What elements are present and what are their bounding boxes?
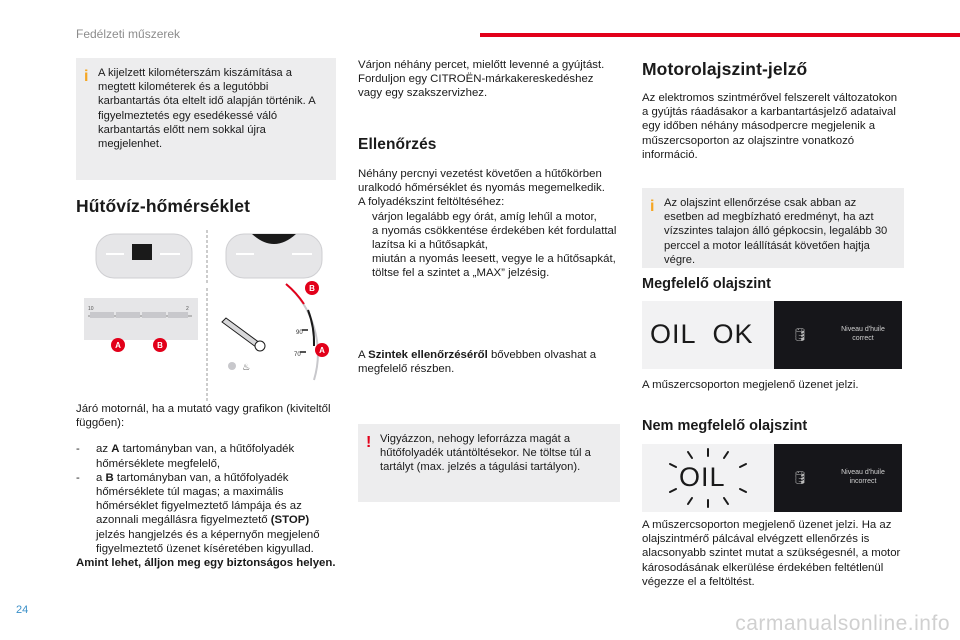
levels-reference: A Szintek ellenőrzéséről bővebben olvashat a megfelelő részben.: [358, 349, 597, 376]
right-info-note: [642, 188, 904, 268]
info-icon: i: [650, 198, 655, 215]
list-item: a nyomás csökkentése érdekében két fordulattal lazítsa ki a hűtősapkát,: [358, 224, 620, 252]
levels-link[interactable]: Szintek ellenőrzéséről: [368, 349, 488, 361]
header-red-rule: [480, 33, 960, 37]
check-section-title: Ellenőrzés: [358, 136, 437, 153]
coolant-intro: Járó motornál, ha a mutató vagy grafikon (kiviteltől függően):: [76, 403, 331, 430]
marker-a-right: [315, 343, 329, 357]
list-item: várjon legalább egy órát, amíg lehűl a motor,: [358, 210, 620, 224]
bullet-icon: [358, 252, 372, 266]
oil-ok-message: Niveau d'huile correct: [841, 326, 885, 342]
left-info-note-text: A kijelzett kilométerszám kiszámítása a megtett kilométerek és a legutóbbi karbantartás óta eltelt idő alapján történik. A figyelmeztetés egy esedékessé váló karbantartás előtt nem sokkal újra megjelenhet.: [98, 67, 316, 151]
watermark: carmanualsonline.info: [735, 612, 950, 635]
page-number: 24: [16, 604, 29, 616]
oil-can-icon: 🛢: [792, 327, 809, 342]
marker-b-left: [153, 338, 167, 352]
oil-bad-text: OIL: [679, 462, 726, 492]
oil-ok-display: [642, 301, 902, 369]
oil-ok-caption: A műszercsoporton megjelenő üzenet jelzi.: [642, 379, 859, 391]
bullet-icon: [358, 224, 372, 252]
oil-section-title: Motorolajszint-jelző: [642, 59, 808, 79]
bar-temperature-gauge: [84, 298, 198, 340]
oil-bad-caption: A műszercsoporton megjelenő üzenet jelzi. Ha az olajszintmérő pálcával elvégzett ellenőrzés is alacsonyabb szintet mutat a szükségesnél, a motor károsodásának elkerülése érdekében feltétlenül végezze el a feltöltést.: [642, 519, 901, 588]
marker-a-left: [111, 338, 125, 352]
svg-text:2: 2: [186, 306, 189, 312]
bullet-icon: [358, 266, 372, 280]
coolant-gauge-illustration: [76, 226, 338, 404]
left-info-note: [76, 58, 336, 180]
oil-can-icon: 🛢: [792, 470, 809, 485]
warning-icon: !: [366, 434, 372, 451]
oil-bad-display: [642, 444, 902, 512]
coolant-section-title: Hűtővíz-hőmérséklet: [76, 196, 251, 216]
svg-text:B: B: [157, 341, 163, 350]
svg-text:A: A: [115, 341, 121, 350]
oil-intro: Az elektromos szintmérővel felszerelt változatokon a gyújtás ráadásakor a karbantartásjelző adataival egy időben néhány másodpercre megjelenik a műszercsoporton az olajszintre vonatkozó információ.: [642, 92, 898, 161]
list-item: - a B tartományban van, a hűtőfolyadék hőmérséklete túl magas; a maximális hőmérséklet figyelmeztető lámpája és az azonnali megállásra figyelmeztető (STOP) jelzés hangjelzés és a képernyőn megjelenő figyelmeztető üzenet kíséretében kigyullad.: [76, 471, 320, 555]
bullet-icon: [358, 210, 372, 224]
oil-ok-text: OIL OK: [650, 319, 754, 349]
oil-bad-title: Nem megfelelő olajszint: [642, 418, 808, 434]
needle-temperature-gauge: [222, 284, 318, 380]
marker-b-right: [305, 281, 319, 295]
check-body: Néhány percnyi vezetést követően a hűtőkörben uralkodó hőmérséklet és nyomás megemelkedik. A folyadékszint feltöltéséhez: várjon legalább egy órát, amíg lehűl a motor, a nyomás csökkentése érdekében két fordulattal lazítsa ki a hűtősapkát, miután a nyomás leesett, vegye le a hűtősapkát, töltse fel a szintet a „MAX” jelzésig.: [358, 167, 620, 281]
middle-warning-note: [358, 424, 620, 502]
oil-ok-title: Megfelelő olajszint: [642, 276, 771, 292]
svg-text:90: 90: [296, 330, 303, 336]
coolant-final-warning: Amint lehet, álljon meg egy biztonságos helyen.: [76, 557, 336, 570]
cluster-bar-icon: [96, 234, 192, 278]
info-icon: i: [84, 68, 89, 85]
svg-text:B: B: [309, 284, 315, 293]
svg-text:10: 10: [88, 306, 94, 312]
list-item: töltse fel a szintet a „MAX” jelzésig.: [358, 266, 620, 280]
cluster-dial-icon: [226, 234, 322, 278]
svg-text:A: A: [319, 346, 325, 355]
middle-intro: Várjon néhány percet, mielőtt levenné a gyújtást. Forduljon egy CITROËN-márkakereskedéshez vagy egy szakszervizhez.: [358, 59, 605, 100]
header-title: Fedélzeti műszerek: [76, 27, 181, 41]
list-item: miután a nyomás leesett, vegye le a hűtősapkát,: [358, 252, 620, 266]
svg-text:♨: ♨: [242, 363, 251, 373]
middle-warning-text: Vigyázzon, nehogy leforrázza magát a hűtőfolyadék utántöltésekor. Ne töltse túl a tartályt (max. jelzés a tágulási tartályon).: [380, 433, 591, 474]
coolant-body: [76, 402, 338, 570]
oil-bad-message: Niveau d'huile incorrect: [841, 469, 885, 485]
right-info-note-text: Az olajszint ellenőrzése csak abban az esetben ad megbízható eredményt, ha azt vízszintes talajon álló gépkocsin, legalább 30 perccel a motor leállítását követően hajtja végre.: [664, 197, 888, 266]
list-item: - az A tartományban van, a hűtőfolyadék hőmérséklete megfelelő,: [76, 443, 295, 470]
svg-text:70: 70: [294, 352, 301, 358]
